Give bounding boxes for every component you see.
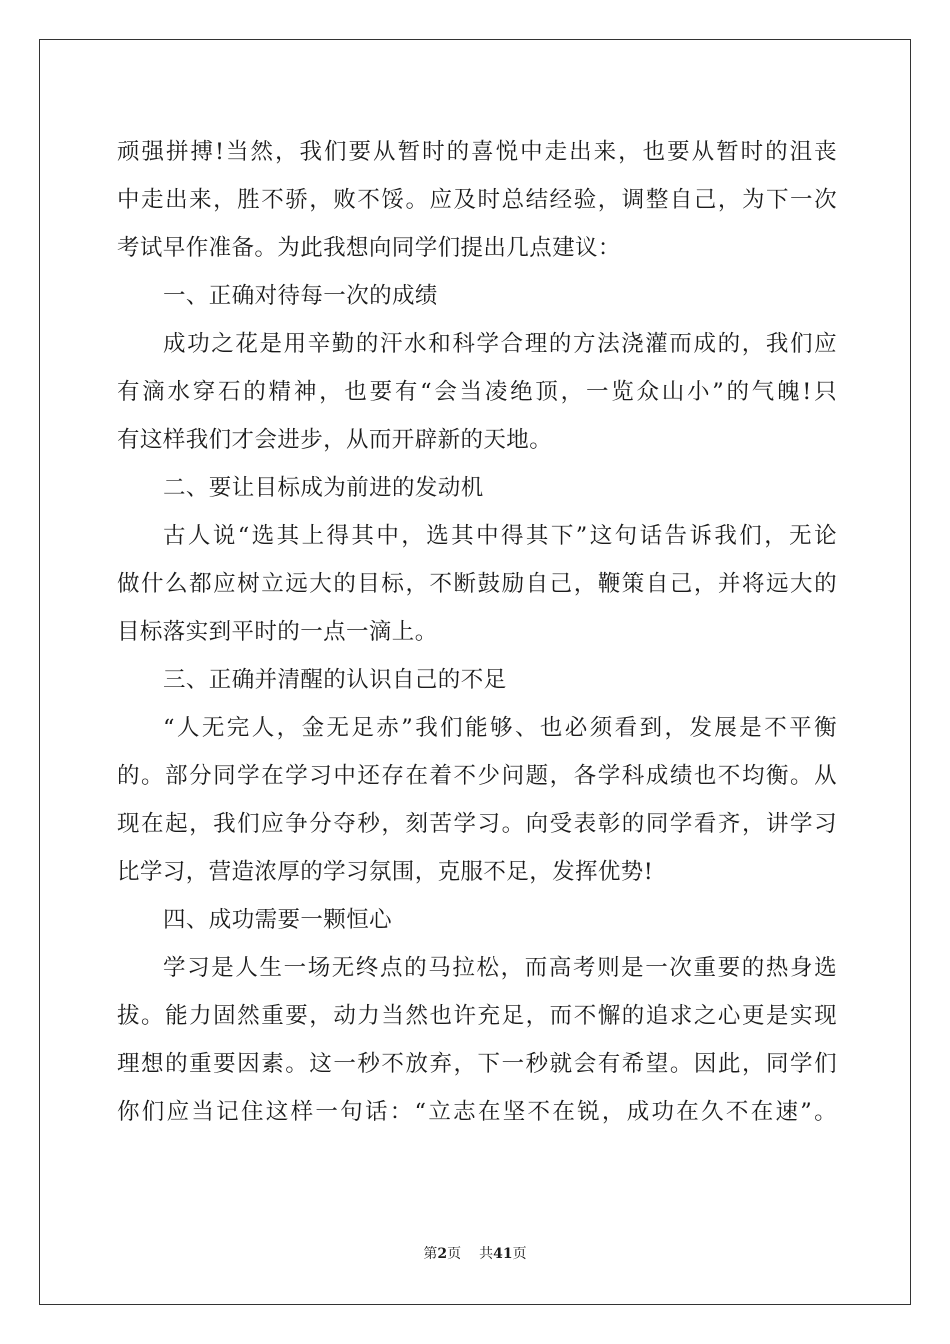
total-prefix: 共 — [479, 1246, 494, 1262]
total-pages: 41 — [493, 1246, 513, 1262]
text-line: 有滴水穿石的精神，也要有“会当凌绝顶，一览众山小”的气魄!只 — [117, 379, 837, 405]
text-line: “人无完人，金无足赤”我们能够、也必须看到，发展是不平衡 — [163, 715, 837, 741]
text-line: 古人说“选其上得其中，选其中得其下”这句话告诉我们，无论 — [163, 523, 837, 549]
text-line: 中走出来，胜不骄，败不馁。应及时总结经验，调整自己，为下一次 — [117, 187, 837, 213]
text-line: 做什么都应树立远大的目标，不断鼓励自己，鞭策自己，并将远大的 — [117, 571, 837, 597]
total-suffix: 页 — [512, 1246, 527, 1262]
page-number: 2 — [437, 1246, 448, 1262]
text-line: 一、正确对待每一次的成绩 — [163, 283, 438, 309]
text-line: 考试早作准备。为此我想向同学们提出几点建议： — [117, 235, 621, 261]
text-line: 理想的重要因素。这一秒不放弃，下一秒就会有希望。因此，同学们 — [117, 1051, 837, 1077]
text-line: 顽强拼搏!当然，我们要从暂时的喜悦中走出来，也要从暂时的沮丧 — [117, 139, 837, 165]
text-line: 的。部分同学在学习中还存在着不少问题，各学科成绩也不均衡。从 — [117, 763, 837, 789]
text-line: 四、成功需要一颗恒心 — [163, 907, 393, 933]
page-footer — [0, 1244, 950, 1264]
text-line: 有这样我们才会进步，从而开辟新的天地。 — [117, 427, 553, 453]
text-line: 你们应当记住这样一句话：“立志在坚不在锐，成功在久不在速”。 — [117, 1099, 837, 1125]
text-line: 目标落实到平时的一点一滴上。 — [117, 619, 438, 645]
text-line: 拔。能力固然重要，动力当然也许充足，而不懈的追求之心更是实现 — [117, 1003, 837, 1029]
document-body — [117, 128, 837, 1136]
text-line: 现在起，我们应争分夺秒，刻苦学习。向受表彰的同学看齐，讲学习 — [117, 811, 837, 837]
page-suffix: 页 — [447, 1246, 462, 1262]
text-line: 学习是人生一场无终点的马拉松，而高考则是一次重要的热身选 — [163, 955, 837, 981]
text-line: 成功之花是用辛勤的汗水和科学合理的方法浇灌而成的，我们应 — [163, 331, 837, 357]
text-line: 三、正确并清醒的认识自己的不足 — [163, 667, 507, 693]
page-prefix: 第 — [423, 1246, 438, 1262]
text-line: 比学习，营造浓厚的学习氛围，克服不足，发挥优势! — [117, 859, 654, 885]
text-line: 二、要让目标成为前进的发动机 — [163, 475, 484, 501]
